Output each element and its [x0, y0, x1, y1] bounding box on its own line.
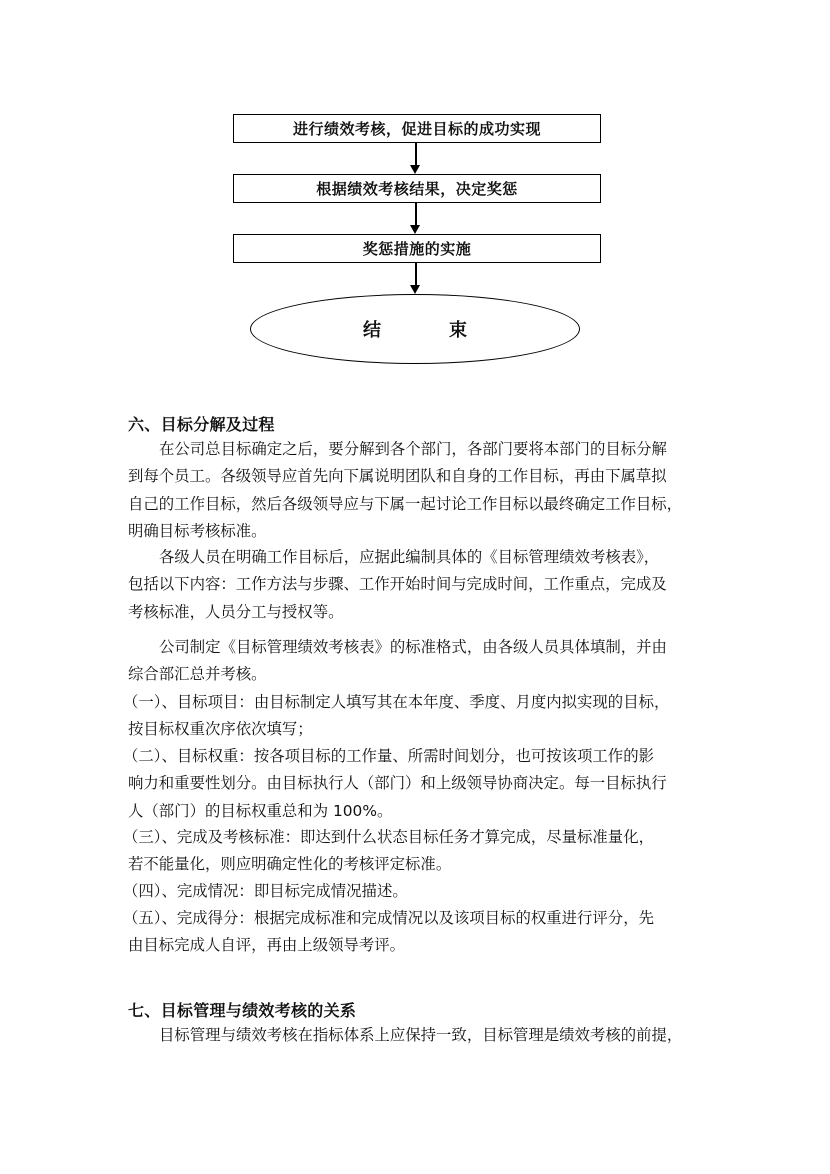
text-line: 目标管理与绩效考核在指标体系上应保持一致，目标管理是绩效考核的前提，: [159, 1026, 683, 1044]
text-line: 到每个员工。各级领导应首先向下属说明团队和自身的工作目标，再由下属草拟: [128, 467, 667, 486]
flow-step-performance-review: [233, 114, 601, 143]
text-line: （一）、目标项目：由目标制定人填写其在本年度、季度、月度内拟实现的目标，: [123, 693, 670, 711]
text-line: （三）、完成及考核标准：即达到什么状态目标任务才算完成，尽量标准量化，: [123, 828, 654, 846]
section-6-paragraph-3: [128, 634, 708, 689]
end-label-char1: 结: [363, 320, 381, 341]
flow-step-label: 进行绩效考核，促进目标的成功实现: [292, 120, 541, 138]
flow-step-implement-reward: [233, 234, 601, 263]
text-line: 包括以下内容：工作方法与步骤、工作开始时间与完成时间，工作重点，完成及: [128, 575, 667, 594]
text-line: （四）、完成情况：即目标完成情况描述。: [123, 882, 408, 900]
list-item-assessment-standard: [123, 824, 708, 879]
flow-step-label: 根据绩效考核结果，决定奖惩: [316, 180, 518, 198]
list-item-completion-status: [123, 878, 708, 905]
section-6-paragraph-2: [128, 544, 708, 626]
list-item-target-project: [123, 689, 708, 744]
text-line: （二）、目标权重：按各项目标的工作量、所需时间划分，也可按该项工作的影: [123, 747, 654, 765]
text-line: 响力和重要性划分。由目标执行人（部门）和上级领导协商决定。每一目标执行: [128, 774, 667, 793]
section-7-paragraph-1: [128, 1022, 708, 1049]
text-line: 自己的工作目标，然后各级领导应与下属一起讨论工作目标以最终确定工作目标，: [128, 494, 683, 513]
text-line: 由目标完成人自评，再由上级领导考评。: [128, 936, 406, 955]
flow-step-label: 奖惩措施的实施: [362, 240, 472, 258]
flow-end-terminator: [250, 294, 580, 364]
flow-arrow: [410, 263, 421, 294]
text-line: 公司制定《目标管理绩效考核表》的标准格式，由各级人员具体填制，并由: [159, 638, 667, 656]
flow-arrow: [410, 143, 421, 174]
flow-arrow: [410, 203, 421, 234]
text-line: 明确目标考核标准。: [128, 521, 267, 540]
text-line: 若不能量化，则应明确定性化的考核评定标准。: [128, 855, 452, 874]
text-line: 综合部汇总并考核。: [128, 665, 267, 684]
text-line: （五）、完成得分：根据完成标准和完成情况以及该项目标的权重进行评分，先: [123, 909, 654, 927]
flow-step-decide-reward: [233, 174, 601, 203]
text-line: 在公司总目标确定之后，要分解到各个部门，各部门要将本部门的目标分解: [159, 440, 667, 458]
end-label-char2: 束: [449, 320, 467, 341]
text-line: 各级人员在明确工作目标后，应据此编制具体的《目标管理绩效考核表》，: [159, 548, 660, 566]
section-7-heading: 七、目标管理与绩效考核的关系: [128, 1001, 357, 1020]
section-6-paragraph-1: [128, 436, 708, 545]
text-line: 考核标准，人员分工与授权等。: [128, 602, 344, 621]
section-6-heading: 六、目标分解及过程: [128, 415, 275, 434]
text-line: 按目标权重次序依次填写；: [128, 720, 313, 739]
text-line: 人（部门）的目标权重总和为 100%。: [128, 801, 393, 820]
list-item-target-weight: [123, 743, 708, 825]
list-item-completion-score: [123, 905, 708, 960]
